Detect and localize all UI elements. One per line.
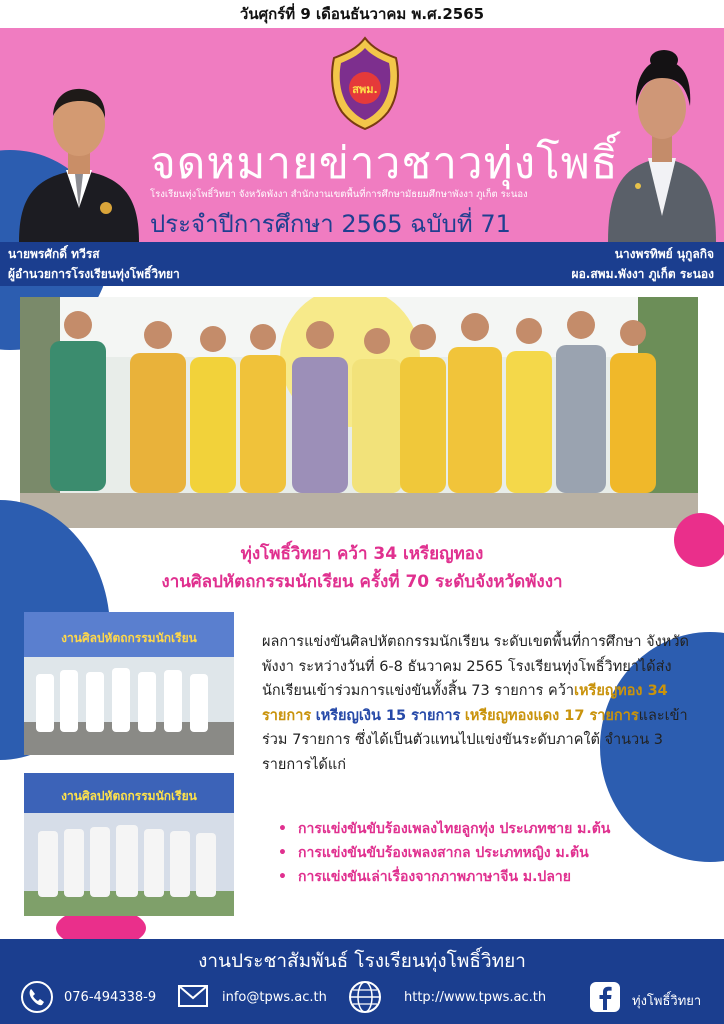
director-name: นายพรศักดิ์ ทวีรส (8, 247, 100, 261)
body-intro: ผลการแข่งขันศิลปหัตถกรรมนักเรียน ระดับเขตพื้นที่การศึกษา จังหวัดพังงา ระหว่างวันที่ 6-8 ธันวาคม 2565 โรงเรียนทุ่งโพธิ์วิทยาได้ส่งนักเรียนเข้าร่วมการแข่งขันทั้งสิ้น 73 รายการ คว้า (262, 634, 689, 699)
award-photo-1 (24, 612, 234, 755)
email-link[interactable]: info@tpws.ac.th (222, 990, 327, 1005)
headline-secondary: งานศิลปหัตถกรรมนักเรียน ครั้งที่ 70 ระดับจังหวัดพังงา (161, 572, 563, 592)
director-portrait (14, 58, 144, 242)
group-photo (20, 297, 698, 528)
website-link[interactable]: http://www.tpws.ac.th (404, 990, 547, 1005)
article-body (262, 630, 712, 777)
qualified-items-list (278, 817, 708, 889)
list-item: • การแข่งขันขับร้องเพลงไทยลูกทุ่ง ประเภทชาย ม.ต้น (278, 817, 708, 841)
bullet-icon: • (278, 869, 287, 885)
body-end: และเข้าร่วม 7รายการ ซึ่งได้เป็นตัวแทนไปแข่งขันระดับภาคใต้ จำนวน 3 รายการได้แก่ (262, 707, 688, 773)
footer-title: งานประชาสัมพันธ์ โรงเรียนทุ่งโพธิ์วิทยา (198, 950, 526, 972)
svg-text:สพม.: สพม. (352, 83, 378, 96)
banner-text: งานศิลปหัตถกรรมนักเรียน (61, 631, 197, 645)
newsletter-subtitle: โรงเรียนทุ่งโพธิ์วิทยา จังหวัดพังงา สำนักงานเขตพื้นที่การศึกษามัธยมศึกษาพังงา ภูเก็ต ระนอง (150, 189, 528, 200)
official-portrait (606, 36, 718, 242)
newsletter-title: จดหมายข่าวชาวทุ่งโพธิ์ (150, 138, 619, 189)
headline-primary: ทุ่งโพธิ์วิทยา คว้า 34 เหรียญทอง (240, 544, 484, 564)
bullet-icon: • (278, 821, 287, 837)
banner-text: งานศิลปหัตถกรรมนักเรียน (61, 789, 197, 803)
globe-icon (348, 980, 382, 1014)
facebook-icon (588, 980, 622, 1014)
director-position: ผู้อำนวยการโรงเรียนทุ่งโพธิ์วิทยา (8, 267, 180, 281)
official-name: นางพรทิพย์ นุกูลกิจ (614, 247, 714, 261)
phone-number: 076-494338-9 (64, 990, 157, 1005)
school-logo (326, 36, 404, 130)
gold-count: เหรียญทอง 34 รายการ (262, 683, 668, 724)
bronze-count: เหรียญทองแดง 17 รายการ (464, 707, 639, 724)
bullet-icon: • (278, 845, 287, 861)
facebook-link[interactable]: ทุ่งโพธิ์วิทยา (632, 994, 702, 1009)
award-photo-2 (24, 773, 234, 916)
mail-icon (176, 978, 210, 1012)
list-item: • การแข่งขันเล่าเรื่องจากภาพภาษาจีน ม.ปลาย (278, 865, 708, 889)
official-position: ผอ.สพม.พังงา ภูเก็ต ระนอง (571, 267, 714, 281)
silver-count: เหรียญเงิน 15 รายการ (315, 707, 461, 724)
phone-icon (20, 980, 54, 1014)
edition-line: ประจำปีการศึกษา 2565 ฉบับที่ 71 (150, 210, 511, 238)
list-item: • การแข่งขันขับร้องเพลงสากล ประเภทหญิง ม.ต้น (278, 841, 708, 865)
date-line: วันศุกร์ที่ 9 เดือนธันวาคม พ.ศ.2565 (0, 0, 724, 28)
